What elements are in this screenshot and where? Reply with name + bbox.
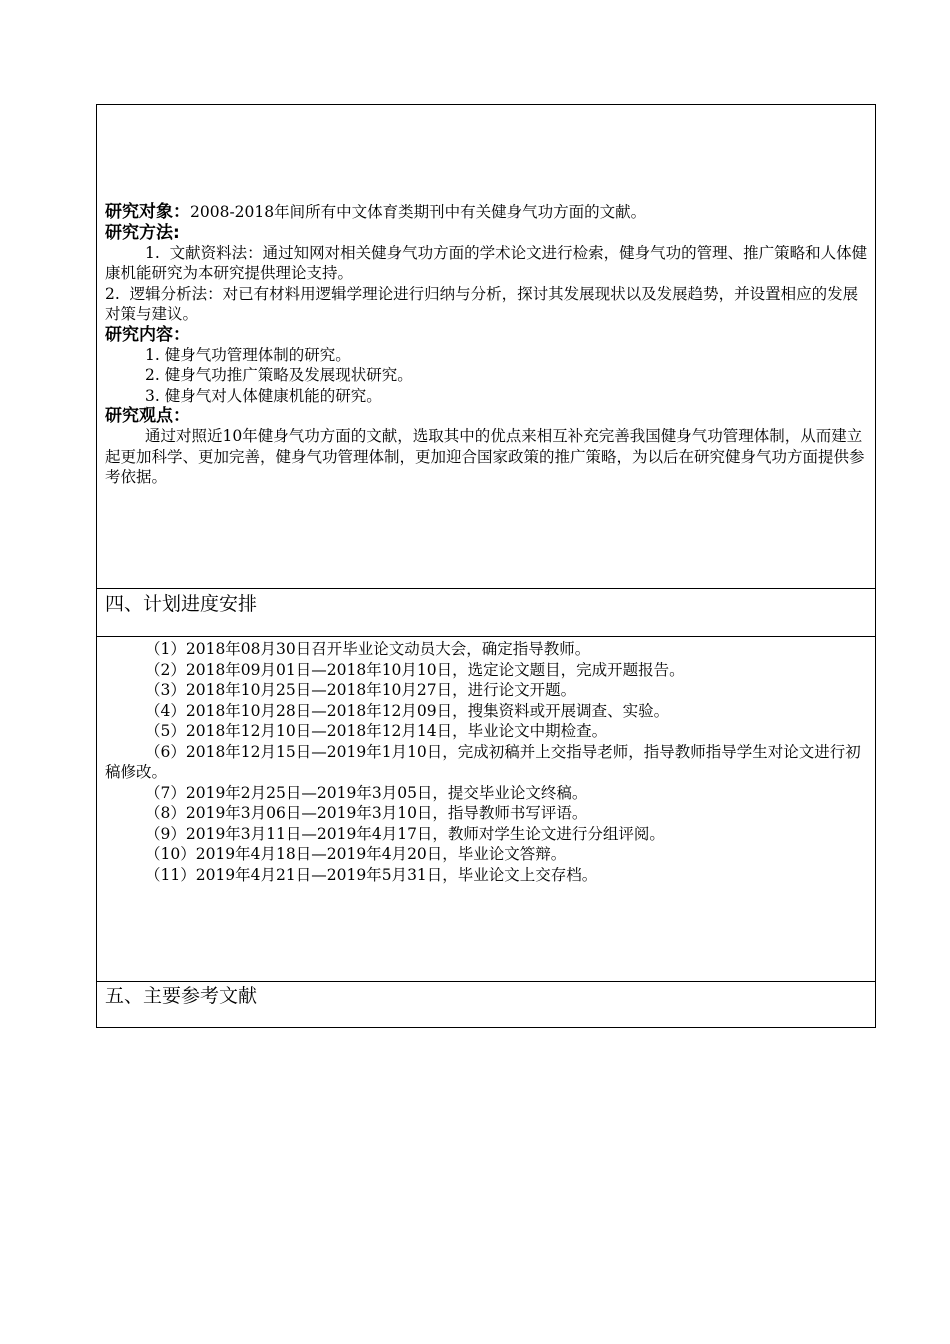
row-divider bbox=[96, 636, 876, 637]
research-object-line bbox=[105, 202, 869, 223]
research-method-1: 1. 文献资料法：通过知网对相关健身气功方面的学术论文进行检索，健身气功的管理、推广策略和人体健康机能研究为本研究提供理论支持。 bbox=[105, 243, 868, 282]
schedule-item: （6）2018年12月15日—2019年1月10日，完成初稿并上交指导老师，指导教师指导学生对论文进行初稿修改。 bbox=[105, 742, 861, 781]
schedule-item: （9）2019年3月11日—2019年4月17日，教师对学生论文进行分组评阅。 bbox=[145, 824, 665, 843]
row-divider bbox=[96, 588, 876, 589]
research-content-label: 研究内容： bbox=[105, 324, 190, 345]
research-cell bbox=[105, 202, 869, 488]
schedule-item: （4）2018年10月28日—2018年12月09日，搜集资料或开展调查、实验。 bbox=[145, 701, 670, 720]
schedule-item: （7）2019年2月25日—2019年3月05日，提交毕业论文终稿。 bbox=[145, 783, 588, 802]
section4-heading: 四、计划进度安排 bbox=[105, 593, 258, 615]
schedule-item: （5）2018年12月10日—2018年12月14日，毕业论文中期检查。 bbox=[145, 722, 608, 740]
schedule-item: （8）2019年3月06日—2019年3月10日，指导教师书写评语。 bbox=[145, 804, 588, 822]
schedule-list bbox=[105, 639, 869, 885]
research-object-text: 2008-2018年间所有中文体育类期刊中有关健身气功方面的文献。 bbox=[190, 203, 647, 221]
section5-heading: 五、主要参考文献 bbox=[105, 985, 258, 1007]
research-method-2: 2. 逻辑分析法：对已有材料用逻辑学理论进行归纳与分析，探讨其发展现状以及发展趋势，并设置相应的发展对策与建议。 bbox=[105, 284, 859, 323]
research-view-text: 通过对照近10年健身气功方面的文献，选取其中的优点来相互补充完善我国健身气功管理体制，从而建立起更加科学、更加完善，健身气功管理体制，更加迎合国家政策的推广策略，为以后在研究健身气功方面提供参考依据。 bbox=[105, 427, 865, 486]
research-content-item: 3. 健身气对人体健康机能的研究。 bbox=[145, 386, 382, 405]
research-view-label: 研究观点： bbox=[105, 406, 190, 426]
schedule-item: （10）2019年4月18日—2019年4月20日，毕业论文答辩。 bbox=[145, 845, 567, 863]
schedule-item: （1）2018年08月30日召开毕业论文动员大会，确定指导教师。 bbox=[145, 640, 591, 658]
schedule-item: （2）2018年09月01日—2018年10月10日，选定论文题目，完成开题报告。 bbox=[145, 660, 685, 679]
research-content-item: 1. 健身气功管理体制的研究。 bbox=[145, 345, 351, 364]
row-divider bbox=[96, 981, 876, 982]
research-object-label: 研究对象： bbox=[105, 202, 190, 222]
schedule-item: （11）2019年4月21日—2019年5月31日，毕业论文上交存档。 bbox=[145, 865, 598, 884]
research-method-label: 研究方法: bbox=[105, 222, 180, 243]
research-content-item: 2. 健身气功推广策略及发展现状研究。 bbox=[145, 366, 413, 384]
schedule-item: （3）2018年10月25日—2018年10月27日，进行论文开题。 bbox=[145, 681, 577, 699]
